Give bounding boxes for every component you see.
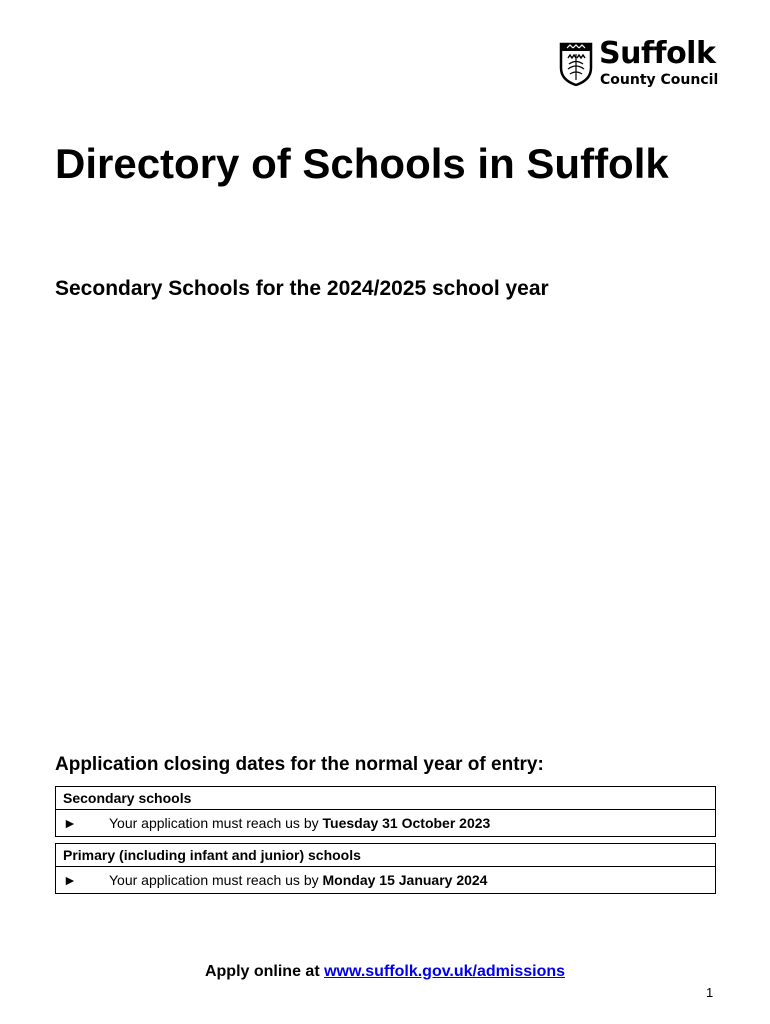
secondary-closing-table [55, 786, 716, 837]
crest-icon [559, 42, 593, 86]
apply-online [0, 963, 770, 981]
row-text: Your application must reach us by [109, 872, 323, 888]
closing-dates-heading: Application closing dates for the normal year of entry: [55, 754, 544, 775]
page-title: Directory of Schools in Suffolk [55, 140, 669, 187]
page-subtitle: Secondary Schools for the 2024/2025 school year [55, 277, 549, 300]
table-row [56, 867, 716, 894]
page-number: 1 [706, 985, 714, 1000]
closing-date: Tuesday 31 October 2023 [322, 815, 491, 831]
logo-subtitle: County Council [600, 72, 719, 88]
table-row [56, 810, 716, 837]
table-header: Secondary schools [56, 787, 716, 810]
arrow-icon: ► [63, 872, 77, 888]
apply-text: Apply online at [204, 963, 325, 980]
row-text: Your application must reach us by [109, 815, 323, 831]
table-header: Primary (including infant and junior) schools [56, 844, 716, 867]
primary-closing-table [55, 843, 716, 894]
logo-name: Suffolk [599, 36, 716, 71]
arrow-icon: ► [63, 815, 77, 831]
admissions-link[interactable]: www.suffolk.gov.uk/admissions [324, 963, 566, 980]
closing-date: Monday 15 January 2024 [322, 872, 488, 888]
suffolk-logo [559, 36, 729, 90]
